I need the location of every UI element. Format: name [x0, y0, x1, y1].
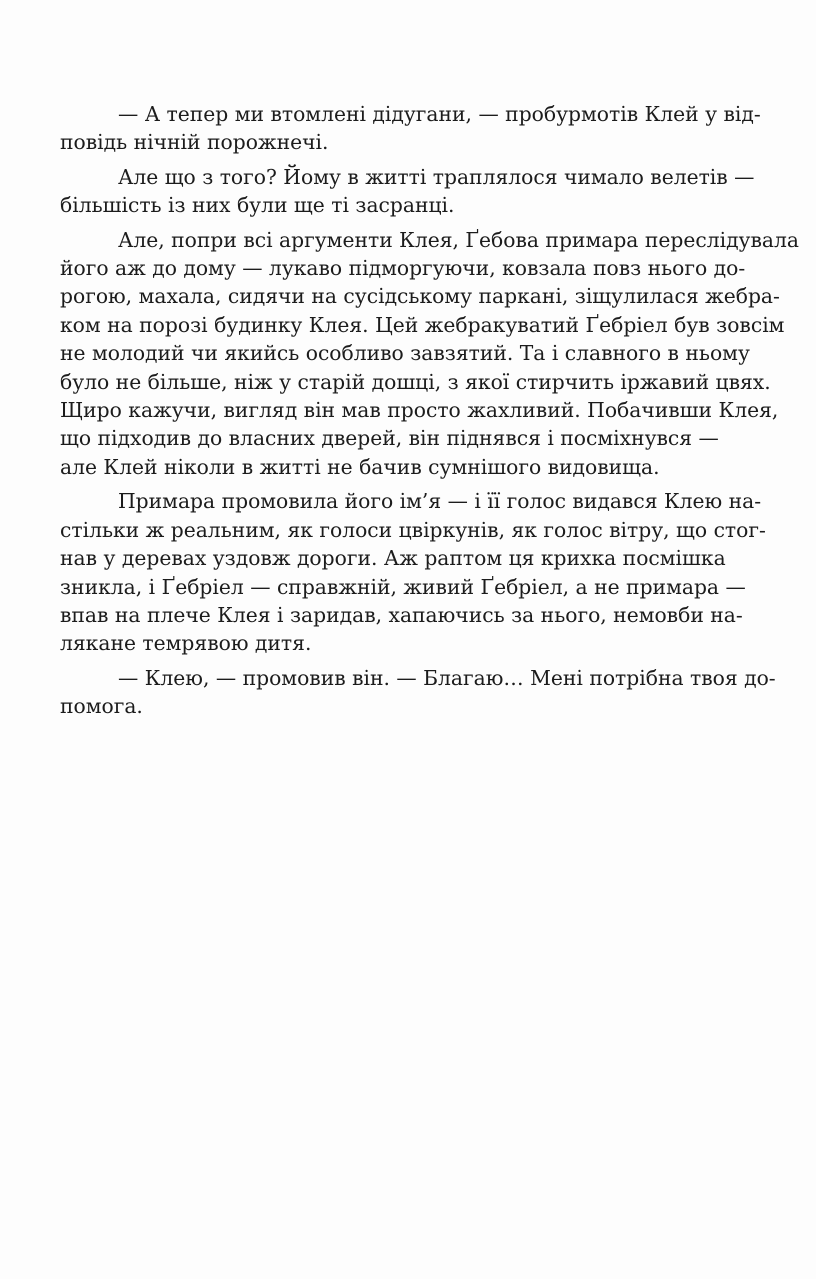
text-line: впав на плече Клея і заридав, хапаючись за нього, немовби на- [60, 602, 743, 627]
text-line: Але, попри всі аргументи Клея, Ґебова примара переслідувала [118, 227, 799, 252]
body-text [60, 100, 799, 721]
paragraph-5 [60, 664, 776, 721]
text-line: нав у деревах уздовж дороги. Аж раптом ця крихка посмішка [60, 546, 726, 571]
text-line: Примара промовила його ім’я — і її голос видався Клею на- [118, 489, 762, 514]
text-line: не молодий чи якийсь особливо завзятий. Та і славного в ньому [60, 341, 750, 366]
text-line: лякане темрявою дитя. [60, 631, 312, 656]
text-line: помога. [60, 694, 143, 719]
text-line: Але що з того? Йому в житті траплялося чимало велетів — [118, 164, 755, 189]
text-line: що підходив до власних дверей, він піднявся і посміхнувся — [60, 426, 719, 451]
text-line: його аж до дому — лукаво підморгуючи, ковзала повз нього до- [60, 256, 746, 281]
text-line: більшість із них були ще ті засранці. [60, 193, 455, 218]
paragraph-1 [60, 100, 761, 157]
text-line: але Клей ніколи в житті не бачив сумнішого видовища. [60, 454, 660, 479]
paragraph-2 [60, 163, 755, 220]
text-line: було не більше, ніж у старій дошці, з якої стирчить іржавий цвях. [60, 369, 771, 394]
text-line: стільки ж реальним, як голоси цвіркунів, як голос вітру, що стог- [60, 517, 766, 542]
paragraph-3 [60, 226, 799, 482]
text-line: — Клею, — промовив він. — Благаю… Мені потрібна твоя до- [118, 665, 776, 690]
paragraph-4 [60, 487, 766, 657]
text-line: Щиро кажучи, вигляд він мав просто жахливий. Побачивши Клея, [60, 398, 779, 423]
text-line: повідь нічній порожнечі. [60, 130, 329, 155]
text-line: — А тепер ми втомлені дідугани, — пробурмотів Клей у від- [118, 102, 761, 126]
text-line: рогою, махала, сидячи на сусідському паркані, зіщулилася жебра- [60, 284, 780, 309]
text-line: зникла, і Ґебріел — справжній, живий Ґебріел, а не примара — [60, 574, 746, 599]
text-line: ком на порозі будинку Клея. Цей жебракуватий Ґебріел був зовсім [60, 312, 785, 337]
